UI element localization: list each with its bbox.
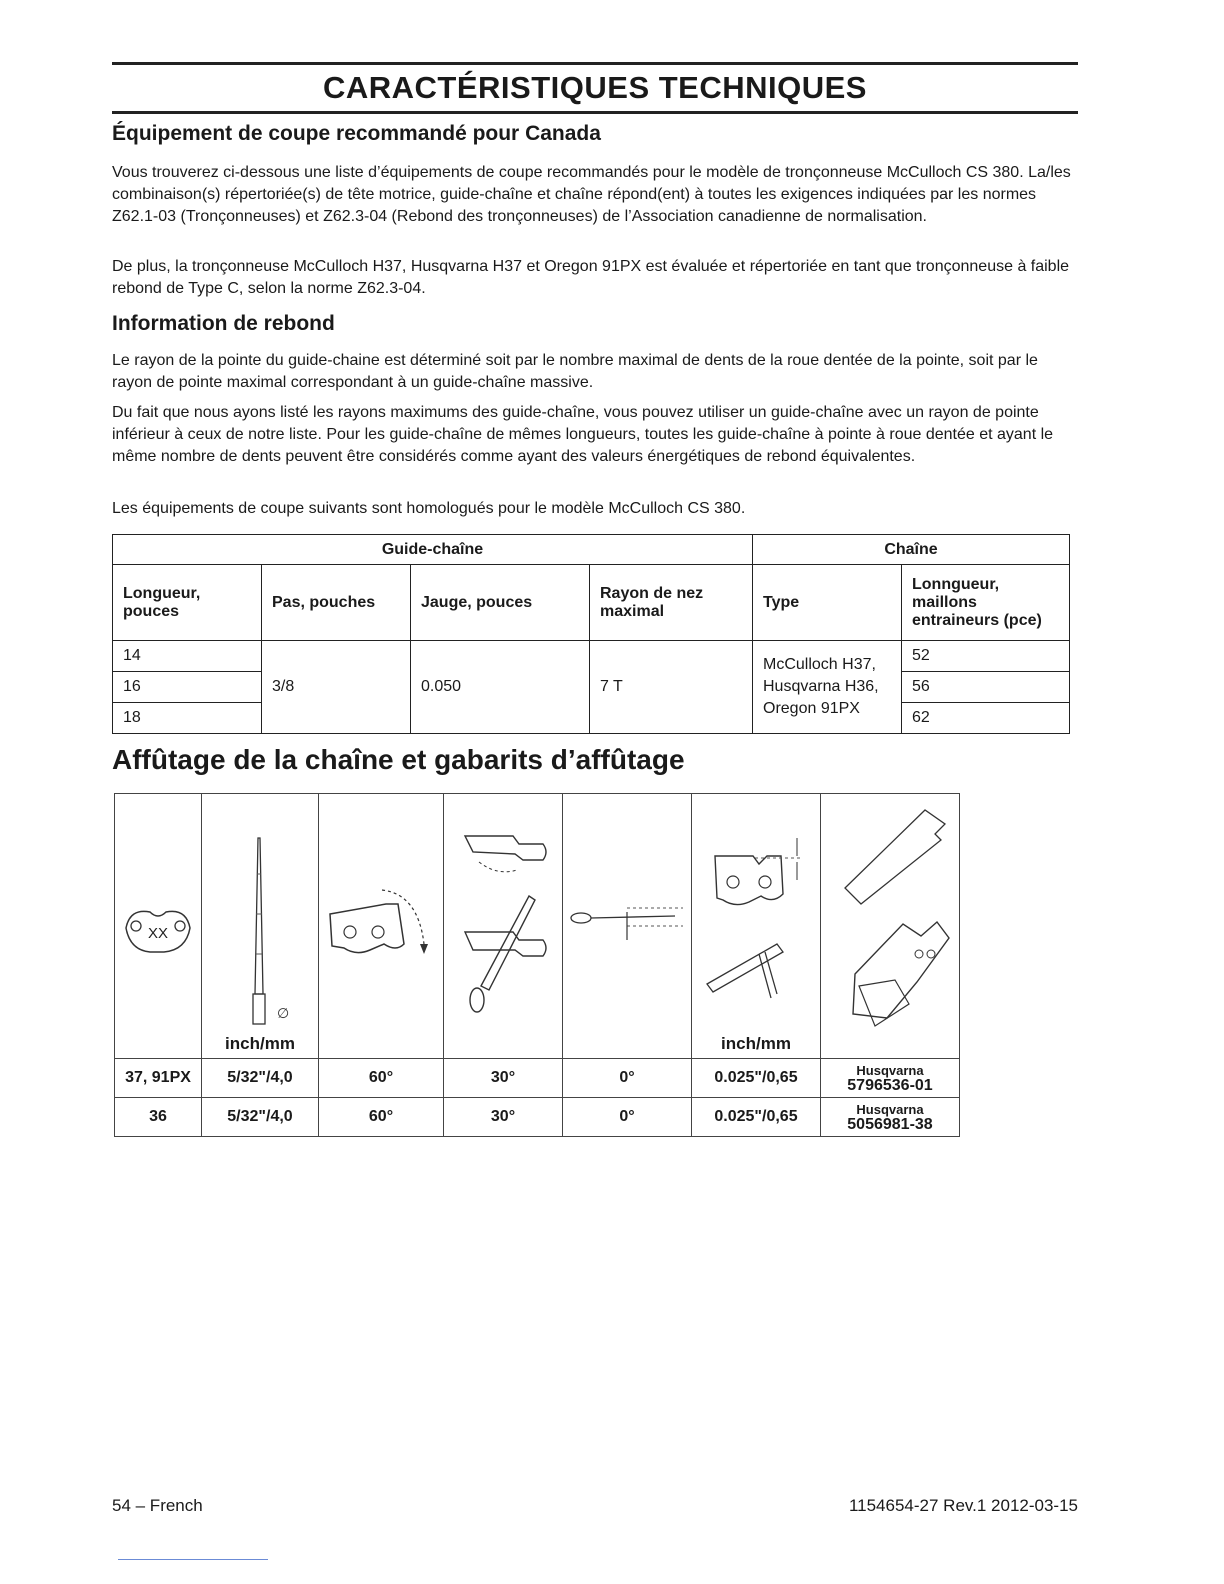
- file-holder-angle-icon: [453, 822, 553, 1022]
- col-header-length: Longueur, pouces: [113, 565, 262, 641]
- links-cell: 56: [902, 672, 1070, 703]
- length-cell: 16: [113, 672, 262, 703]
- angle-cell: 0°: [563, 1098, 692, 1137]
- length-cell: 18: [113, 703, 262, 734]
- diameter-symbol: ∅: [277, 1006, 290, 1022]
- filing-gauge-icon: [825, 804, 955, 1054]
- part-number: 5056981-38: [847, 1116, 933, 1133]
- cutting-equipment-table: [112, 534, 1070, 734]
- depth-cell: 0.025"/0,65: [692, 1098, 821, 1137]
- col-header-radius: Rayon de nez maximal: [590, 565, 753, 641]
- depth-gauge-icon: [699, 834, 813, 1034]
- col-header-links: Lonngueur, maillons entraineurs (pce): [902, 565, 1070, 641]
- brand-label: Husqvarna: [856, 1102, 924, 1117]
- round-file-icon: [225, 834, 295, 1034]
- section-heading-equipment: Équipement de coupe recommandé pour Canada: [112, 122, 601, 145]
- angle-cell: 0°: [563, 1059, 692, 1098]
- fig-depth-gauge: [692, 794, 821, 1059]
- fig-file-holder-angle: [444, 794, 563, 1059]
- chain-link-marking-icon: [120, 898, 196, 968]
- divider: [118, 1559, 268, 1560]
- top-plate-angle-icon: [326, 884, 436, 974]
- paragraph-low-kickback: De plus, la tronçonneuse McCulloch H37, Husqvarna H37 et Oregon 91PX est évaluée et répertoriée en tant que tronçonneuse à faible rebond de Type C, selon la norme Z62.3-04.: [112, 258, 1070, 297]
- links-cell: 62: [902, 703, 1070, 734]
- paragraph-max-radius: Du fait que nous ayons listé les rayons maximums des guide-chaîne, vous pouvez utiliser un guide-chaîne avec un rayon de pointe inférieur à ceux de notre liste. Pour les guide-chaîne de mêmes longueurs, toutes les guide-chaîne à pointe à roue dentée et ayant le même nombre de dents peuvent être considérés comme ayant des valeurs énergétiques de rebond équivalentes.: [112, 404, 1054, 465]
- angle-cell: 60°: [319, 1059, 444, 1098]
- col-header-type: Type: [753, 565, 902, 641]
- marking-text: XX: [147, 925, 169, 942]
- fig-top-plate-angle: [319, 794, 444, 1059]
- depth-label: inch/mm: [721, 1034, 791, 1053]
- radius-cell: 7 T: [590, 641, 753, 734]
- page-title: CARACTÉRISTIQUES TECHNIQUES: [323, 70, 867, 105]
- fig-filing-gauges: [821, 794, 960, 1059]
- angle-cell: 30°: [444, 1098, 563, 1137]
- angle-cell: 30°: [444, 1059, 563, 1098]
- file-size-cell: 5/32"/4,0: [202, 1059, 319, 1098]
- group-header-bar: Guide-chaîne: [113, 535, 753, 565]
- part-number: 5796536-01: [847, 1077, 933, 1094]
- paragraph-equipment-intro: Vous trouverez ci-dessous une liste d’équipements de coupe recommandés pour le modèle de tronçonneuse McCulloch CS 380. La/les combinaison(s) répertoriée(s) de tête motrice, guide-chaîne et chaîne répond(ent) à toutes les exigences indiquées par les normes Z62.1-03 (Tronçonneuses) et Z62.3-04 (Rebond des tronçonneuses) de l’Association canadienne de normalisation.: [112, 164, 1071, 225]
- sharpening-table: [114, 793, 960, 1137]
- pitch-cell: 3/8: [262, 641, 411, 734]
- model-cell: 36: [115, 1098, 202, 1137]
- fig-chain-model: [115, 794, 202, 1059]
- file-size-cell: 5/32"/4,0: [202, 1098, 319, 1137]
- page-number: 54 – French: [112, 1496, 203, 1515]
- gauge-cell: 0.050: [411, 641, 590, 734]
- section-heading-sharpening: Affûtage de la chaîne et gabarits d’affûtage: [112, 744, 685, 775]
- model-cell: 37, 91PX: [115, 1059, 202, 1098]
- title-band: [112, 62, 1078, 114]
- part-number-cell: [821, 1098, 960, 1137]
- file-level-icon: [567, 888, 687, 948]
- fig-round-file: [202, 794, 319, 1059]
- part-number-cell: [821, 1059, 960, 1098]
- paragraph-nose-radius: Le rayon de la pointe du guide-chaine est déterminé soit par le nombre maximal de dents de la roue dentée de la pointe, soit par le rayon de pointe maximal correspondant à un guide-chaîne massive.: [112, 352, 1038, 391]
- fig-file-angle-zero: [563, 794, 692, 1059]
- brand-label: Husqvarna: [856, 1063, 924, 1078]
- col-header-pitch: Pas, pouches: [262, 565, 411, 641]
- length-cell: 14: [113, 641, 262, 672]
- col-header-gauge: Jauge, pouces: [411, 565, 590, 641]
- file-size-label: inch/mm: [225, 1034, 295, 1053]
- angle-cell: 60°: [319, 1098, 444, 1137]
- group-header-chain: Chaîne: [753, 535, 1070, 565]
- depth-cell: 0.025"/0,65: [692, 1059, 821, 1098]
- section-heading-kickback: Information de rebond: [112, 312, 335, 335]
- paragraph-approved: Les équipements de coupe suivants sont homologués pour le modèle McCulloch CS 380.: [112, 500, 746, 517]
- chain-type-cell: McCulloch H37, Husqvarna H36, Oregon 91PX: [753, 641, 902, 734]
- links-cell: 52: [902, 641, 1070, 672]
- document-number: 1154654-27 Rev.1 2012-03-15: [848, 1496, 1078, 1515]
